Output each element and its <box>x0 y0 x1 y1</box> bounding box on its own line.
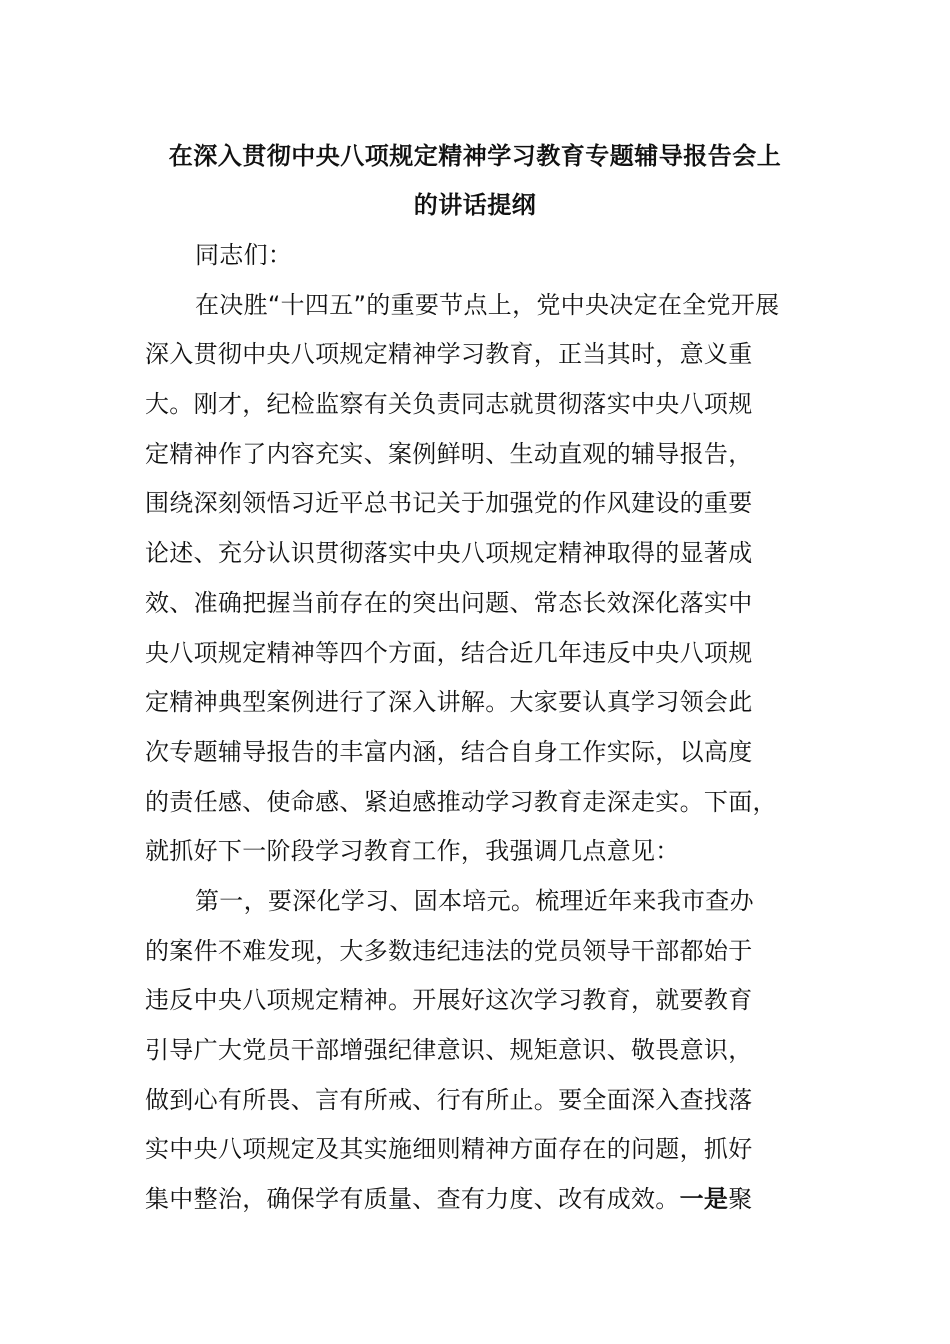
body-line: 第一，要深化学习、固本培元。梳理近年来我市查办 <box>195 886 754 915</box>
last-line-text: 集中整治，确保学有质量、查有力度、改有成效。 <box>145 1185 680 1214</box>
body-line: 在决胜“十四五”的重要节点上，党中央决定在全党开展 <box>195 290 780 319</box>
body-line: 的责任感、使命感、紧迫感推动学习教育走深走实。下面， <box>145 787 777 816</box>
document-title-line-1: 在深入贯彻中央八项规定精神学习教育专题辅导报告会上 <box>168 142 782 170</box>
body-line: 围绕深刻领悟习近平总书记关于加强党的作风建设的重要 <box>145 489 753 518</box>
last-line-tail: 聚 <box>728 1185 753 1214</box>
body-line: 做到心有所畏、言有所戒、行有所止。要全面深入查找落 <box>145 1085 753 1114</box>
body-line: 大。刚才，纪检监察有关负责同志就贯彻落实中央八项规 <box>145 390 753 419</box>
document-title-line-2: 的讲话提纲 <box>413 191 537 219</box>
body-line: 定精神作了内容充实、案例鲜明、生动直观的辅导报告， <box>145 439 753 468</box>
body-line-last <box>145 1175 805 1225</box>
salutation: 同志们： <box>195 241 293 269</box>
body-line: 效、准确把握当前存在的突出问题、常态长效深化落实中 <box>145 588 753 617</box>
body-line: 央八项规定精神等四个方面，结合近几年违反中央八项规 <box>145 638 753 667</box>
emphasis-text: 一是 <box>679 1185 729 1214</box>
body-line: 的案件不难发现，大多数违纪违法的党员领导干部都始于 <box>145 936 753 965</box>
body-line: 违反中央八项规定精神。开展好这次学习教育，就要教育 <box>145 986 753 1015</box>
body-line: 定精神典型案例进行了深入讲解。大家要认真学习领会此 <box>145 688 753 717</box>
body-line: 实中央八项规定及其实施细则精神方面存在的问题，抓好 <box>145 1135 753 1164</box>
document-body <box>145 231 805 1225</box>
body-line: 深入贯彻中央八项规定精神学习教育，正当其时，意义重 <box>145 340 753 369</box>
body-line: 次专题辅导报告的丰富内涵，结合自身工作实际，以高度 <box>145 737 753 766</box>
body-line: 就抓好下一阶段学习教育工作，我强调几点意见： <box>145 837 680 866</box>
body-line: 论述、充分认识贯彻落实中央八项规定精神取得的显著成 <box>145 539 753 568</box>
body-line: 引导广大党员干部增强纪律意识、规矩意识、敬畏意识， <box>145 1036 753 1064</box>
